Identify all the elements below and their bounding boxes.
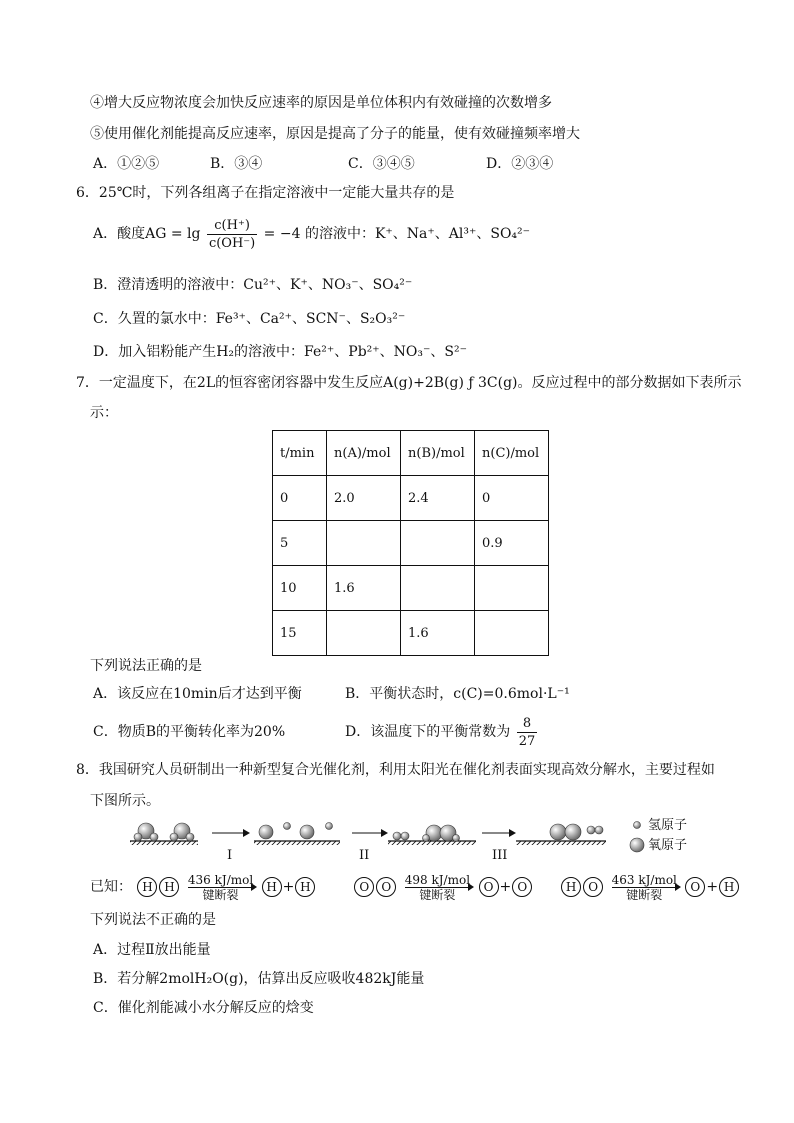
table-header-cell: n(B)/mol (401, 431, 475, 476)
table-header-cell: t/min (273, 431, 327, 476)
table-cell: 15 (273, 611, 327, 656)
q7-ask: 下列说法正确的是 (90, 658, 202, 674)
table-cell: 0 (273, 476, 327, 521)
q5-option-d: D．②③④ (486, 156, 554, 172)
q5-option-c: C．③④⑤ (348, 156, 415, 172)
atom-h-icon: H (561, 877, 581, 897)
stage-4-molecules (516, 824, 606, 845)
q8-stem-line2: 下图所示。 (90, 793, 160, 809)
stage-2-atoms (254, 823, 340, 846)
q5-statement-5: ⑤使用催化剂能提高反应速率，原因是提高了分子的能量，使有效碰撞频率增大 (90, 126, 580, 142)
q7-stem-line1: 7．一定温度下，在2L的恒容密闭容器中发生反应A(g)+2B(g) ƒ 3C(g)。反应过程中的部分数据如下表所示 (76, 375, 742, 391)
atom-o-icon: O (376, 877, 396, 897)
q7-stem-line2: 示： (90, 405, 118, 421)
table-cell (475, 566, 549, 611)
q8-stem-line1: 8．我国研究人员研制出一种新型复合光催化剂，利用太阳光在催化剂表面实现高效分解水，主要过程如 (76, 762, 715, 778)
table-cell: 1.6 (327, 566, 401, 611)
q8-ask: 下列说法不正确的是 (90, 912, 216, 928)
step-label-3: III (492, 848, 508, 863)
table-row (273, 521, 549, 566)
bond-arrow-hh (188, 873, 253, 902)
q5-option-a: A．①②⑤ (93, 156, 160, 172)
q6-option-a (93, 214, 530, 254)
q7-fraction-denominator: 27 (518, 733, 536, 749)
q6-fraction-numerator: c(H⁺) (207, 217, 257, 235)
q5-option-b: B．③④ (210, 156, 263, 172)
known-label: 已知： (90, 879, 132, 895)
bond-note-hh: 键断裂 (202, 887, 239, 902)
table-cell: 5 (273, 521, 327, 566)
bond-energy-ho: 463 kJ/mol (611, 872, 677, 887)
bond-energy-hh: 436 kJ/mol (187, 872, 254, 887)
table-row (273, 476, 549, 521)
q8-known-line: 已知： H H 436 kJ/mol 键断裂 H + H O O 498 kJ/mol 键断裂 O + O H O 463 kJ/mol 键断裂 O + H (90, 872, 740, 902)
bond-note-oo: 键断裂 (419, 887, 456, 902)
bond-arrow-oo (405, 873, 470, 902)
q7-data-table (272, 430, 549, 656)
bond-note-ho: 键断裂 (626, 887, 663, 902)
table-cell (475, 611, 549, 656)
q6-option-c: C．久置的氯水中：Fe³⁺、Ca²⁺、SCN⁻、S₂O₃²⁻ (93, 311, 406, 327)
q7-fraction-numerator: 8 (517, 715, 538, 733)
table-cell (327, 521, 401, 566)
atom-h-icon: H (137, 877, 157, 897)
table-cell: 0 (475, 476, 549, 521)
bond-energy-oo: 498 kJ/mol (404, 872, 471, 887)
table-row (273, 611, 549, 656)
table-cell: 0.9 (475, 521, 549, 566)
atom-o-icon: O (354, 877, 374, 897)
legend-oxygen-label: 氧原子 (648, 838, 688, 853)
table-cell: 10 (273, 566, 327, 611)
atom-o-icon: O (685, 877, 705, 897)
atom-o-icon: O (583, 877, 603, 897)
legend-hydrogen-icon (634, 822, 641, 829)
legend-oxygen-icon (630, 838, 644, 852)
atom-h-icon: H (159, 877, 179, 897)
q6-acidity-fraction (207, 217, 257, 252)
q7-option-c: C．物质B的平衡转化率为20% (93, 724, 286, 740)
q6-option-b: B．澄清透明的溶液中：Cu²⁺、K⁺、NO₃⁻、SO₄²⁻ (93, 277, 413, 293)
step-label-2: II (359, 848, 370, 863)
table-cell (327, 611, 401, 656)
stage-3-molecules (388, 825, 476, 845)
atom-h-icon: H (719, 877, 739, 897)
table-header-row (273, 431, 549, 476)
table-cell (401, 566, 475, 611)
q5-statement-4: ④增大反应物浓度会加快反应速率的原因是单位体积内有效碰撞的次数增多 (90, 95, 552, 111)
q7-option-d-prefix: D．该温度下的平衡常数为 (345, 724, 511, 740)
table-cell: 1.6 (401, 611, 475, 656)
q6-option-a-suffix: = −4 的溶液中：K⁺、Na⁺、Al³⁺、SO₄²⁻ (263, 226, 531, 242)
atom-o-icon: O (479, 877, 499, 897)
q8-option-a: A．过程Ⅱ放出能量 (93, 942, 211, 958)
q6-fraction-denominator: c(OH⁻) (208, 235, 256, 251)
q6-option-d: D．加入铝粉能产生H₂的溶液中：Fe²⁺、Pb²⁺、NO₃⁻、S²⁻ (93, 344, 467, 360)
q7-option-a: A．该反应在10min后才达到平衡 (93, 686, 302, 702)
q8-option-b: B．若分解2molH₂O(g)，估算出反应吸收482kJ能量 (93, 971, 425, 987)
table-header-cell: n(C)/mol (475, 431, 549, 476)
q7-constant-fraction (517, 715, 538, 750)
atom-o-icon: O (512, 877, 532, 897)
stage-1-molecules (130, 823, 198, 845)
table-row (273, 566, 549, 611)
q6-option-a-prefix: A．酸度AG = lg (93, 226, 201, 242)
table-cell: 2.4 (401, 476, 475, 521)
atom-h-icon: H (262, 877, 282, 897)
q8-process-diagram (126, 816, 706, 866)
q7-option-d (345, 712, 539, 752)
q7-option-b: B．平衡状态时，c(C)=0.6mol·L⁻¹ (345, 686, 570, 702)
q6-stem: 6．25℃时，下列各组离子在指定溶液中一定能大量共存的是 (76, 185, 455, 201)
step-label-1: I (227, 848, 233, 863)
bond-arrow-ho (612, 873, 677, 902)
table-cell (401, 521, 475, 566)
atom-h-icon: H (295, 877, 315, 897)
table-cell: 2.0 (327, 476, 401, 521)
q8-option-c: C．催化剂能减小水分解反应的焓变 (93, 1000, 314, 1016)
legend-hydrogen-label: 氢原子 (648, 818, 688, 833)
table-header-cell: n(A)/mol (327, 431, 401, 476)
